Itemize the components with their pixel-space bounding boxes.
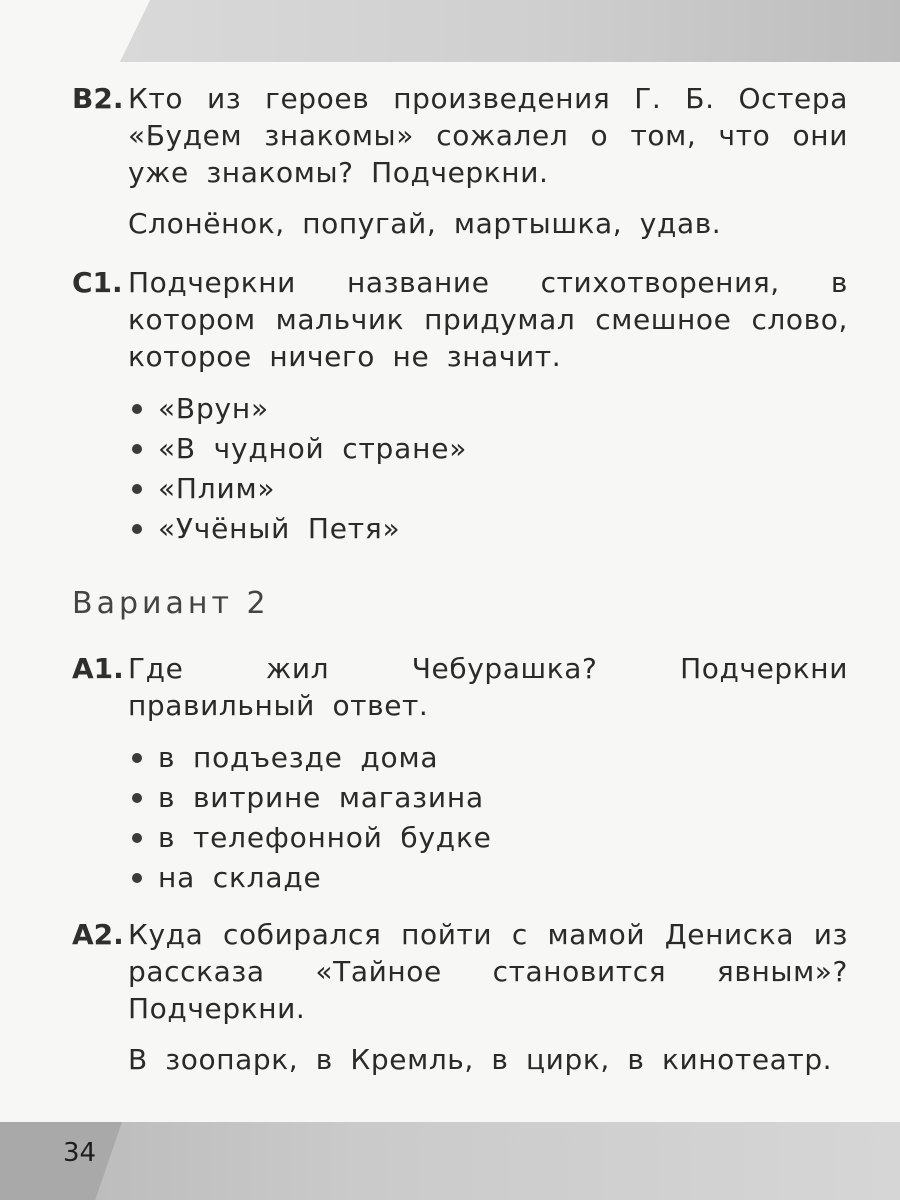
option-item	[128, 429, 848, 469]
task-a2	[72, 916, 848, 1078]
bullet-icon	[132, 444, 142, 454]
task-number: A1.	[72, 652, 124, 685]
variant-heading: Вариант 2	[72, 586, 270, 621]
option-label: в телефонной будке	[158, 821, 492, 854]
option-item	[128, 389, 848, 429]
option-list	[128, 738, 848, 898]
option-item	[128, 509, 848, 549]
task-number: B2.	[72, 82, 124, 115]
task-b2	[72, 80, 848, 242]
bullet-icon	[132, 404, 142, 414]
option-label: в подъезде дома	[158, 741, 439, 774]
option-item	[128, 778, 848, 818]
task-question: Подчеркни название стихотворения, в котором мальчик придумал смешное слово, которое ничего не значит.	[128, 266, 848, 373]
bottom-page-band	[0, 1122, 900, 1200]
bullet-icon	[132, 793, 142, 803]
task-number: A2.	[72, 918, 124, 951]
task-number: C1.	[72, 266, 123, 299]
top-page-band	[0, 0, 900, 62]
option-item	[128, 469, 848, 509]
answer-choices-text: В зоопарк, в Кремль, в цирк, в кинотеатр.	[128, 1043, 833, 1076]
option-label: «Плим»	[158, 472, 276, 505]
bullet-icon	[132, 753, 142, 763]
page-number: 34	[63, 1138, 97, 1168]
task-content	[128, 916, 848, 1078]
task-question: Куда собирался пойти с мамой Дениска из рассказа «Тайное становится явным»? Подчеркни.	[128, 918, 848, 1025]
task-question: Кто из героев произведения Г. Б. Остера «Будем знакомы» сожалел о том, что они уже знакомы? Подчеркни.	[128, 82, 848, 189]
option-item	[128, 738, 848, 778]
bullet-icon	[132, 484, 142, 494]
task-c1	[72, 264, 848, 549]
task-a1	[72, 650, 848, 898]
option-list	[128, 389, 848, 549]
option-item	[128, 818, 848, 858]
bullet-icon	[132, 873, 142, 883]
option-label: «Врун»	[158, 392, 269, 425]
option-label: «Учёный Петя»	[158, 512, 401, 545]
option-label: в витрине магазина	[158, 781, 484, 814]
option-item	[128, 858, 848, 898]
bullet-icon	[132, 833, 142, 843]
option-label: «В чудной стране»	[158, 432, 468, 465]
answer-choices-text: Слонёнок, попугай, мартышка, удав.	[128, 207, 722, 240]
task-question: Где жил Чебурашка? Подчеркни правильный ответ.	[128, 652, 848, 722]
option-label: на складе	[158, 861, 322, 894]
task-content	[128, 80, 848, 242]
bullet-icon	[132, 524, 142, 534]
task-content	[128, 264, 848, 549]
task-content	[128, 650, 848, 898]
